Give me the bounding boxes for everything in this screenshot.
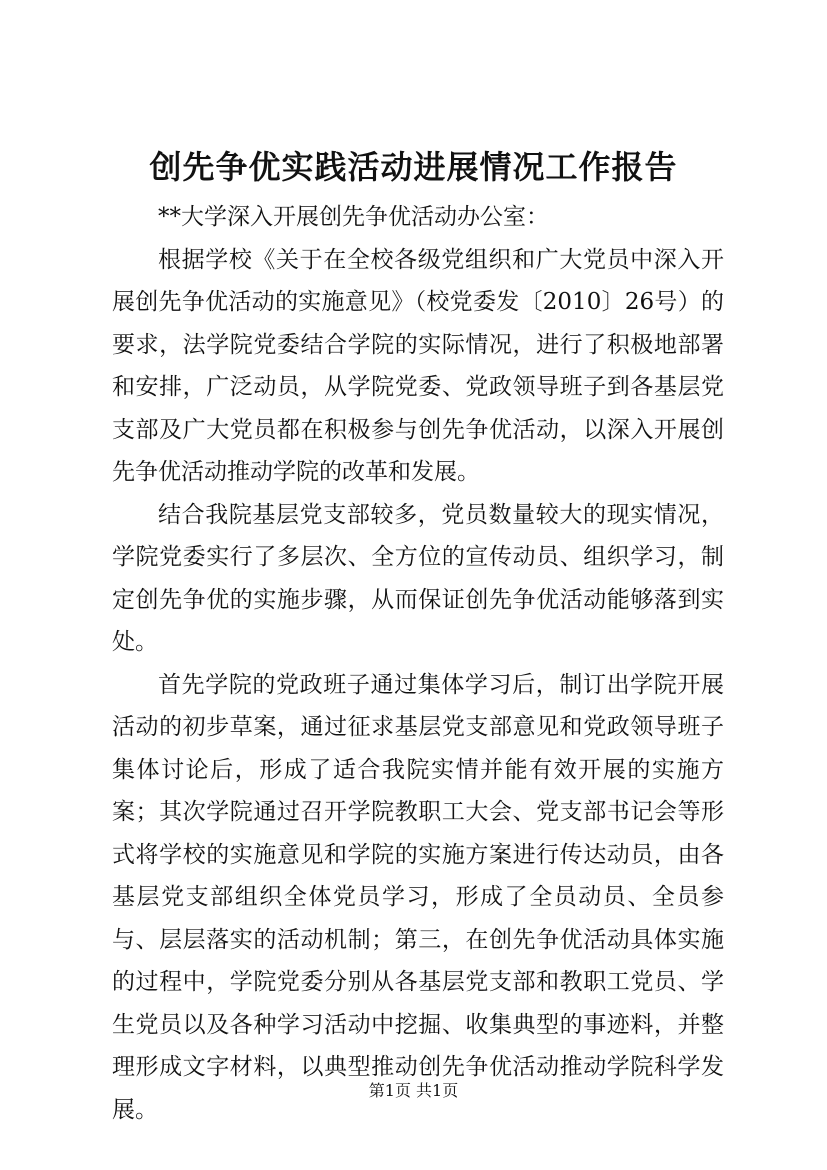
document-body [112,196,724,1131]
body-paragraph-3: 首先学院的党政班子通过集体学习后，制订出学院开展活动的初步草案，通过征求基层党支部意见和党政领导班子集体讨论后，形成了适合我院实情并能有效开展的实施方案；其次学院通过召开学院教职工大会、党支部书记会等形式将学校的实施意见和学院的实施方案进行传达动员，由各基层党支部组织全体党员学习，形成了全员动员、全员参与、层层落实的活动机制；第三，在创先争优活动具体实施的过程中，学院党委分别从各基层党支部和教职工党员、学生党员以及各种学习活动中挖掘、收集典型的事迹料，并整理形成文字材料，以典型推动创先争优活动推动学院科学发展。 [112,671,724,1123]
page-footer: 第1页 共1页 [368,1081,459,1100]
body-paragraph-1: 根据学校《关于在全校各级党组织和广大党员中深入开展创先争优活动的实施意见》（校党委发〔2010〕26号）的要求，法学院党委结合学院的实际情况，进行了积极地部署和安排，广泛动员，从学院党委、党政领导班子到各基层党支部及广大党员都在积极参与创先争优活动，以深入开展创先争优活动推动学院的改革和发展。 [112,246,724,485]
body-paragraph-2: 结合我院基层党支部较多，党员数量较大的现实情况，学院党委实行了多层次、全方位的宣传动员、组织学习，制定创先争优的实施步骤，从而保证创先争优活动能够落到实处。 [112,501,724,655]
salutation-paragraph: **大学深入开展创先争优活动办公室： [158,204,549,230]
document-title: 创先争优实践活动进展情况工作报告 [149,148,678,186]
